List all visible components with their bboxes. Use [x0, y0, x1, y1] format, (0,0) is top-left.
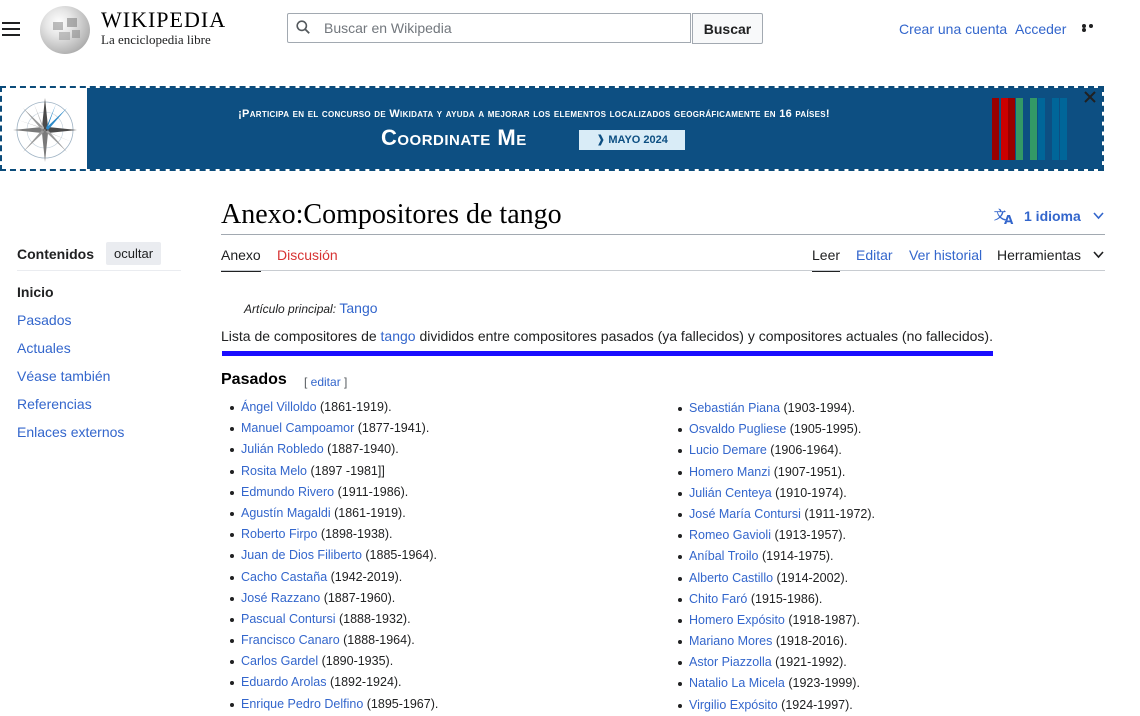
- list-item: [241, 630, 438, 651]
- list-item: [689, 652, 875, 673]
- composer-years: (1861-1919).: [330, 505, 406, 520]
- composer-link[interactable]: Alberto Castillo: [689, 570, 774, 585]
- highlight-underline: [222, 351, 993, 356]
- hatnote-label: Artículo principal:: [244, 302, 337, 316]
- banner-title: Coordinate Me: [381, 125, 527, 150]
- composer-years: (1887-1940).: [323, 442, 399, 457]
- composer-years: (1921-1992).: [771, 655, 847, 670]
- barcode-bar: [1001, 98, 1008, 160]
- composer-years: (1913-1957).: [770, 528, 847, 543]
- composer-years: (1888-1964).: [339, 633, 415, 648]
- svg-text:文: 文: [994, 208, 1007, 222]
- list-item: [689, 504, 875, 525]
- tab-editar[interactable]: Editar: [856, 247, 893, 263]
- section-edit: [304, 375, 347, 389]
- composer-years: (1910-1974).: [771, 485, 847, 500]
- composer-link[interactable]: Julián Robledo: [241, 442, 324, 457]
- composer-years: (1890-1935).: [318, 654, 394, 669]
- barcode-bar: [1008, 98, 1015, 160]
- composer-link[interactable]: Roberto Firpo: [241, 527, 318, 542]
- composer-years: (1907-1951).: [770, 464, 846, 479]
- list-item: [689, 589, 875, 610]
- toc-item-enlaces-externos[interactable]: Enlaces externos: [17, 424, 125, 440]
- toc-item-actuales[interactable]: Actuales: [17, 340, 71, 356]
- banner-headline: ¡Participa en el concurso de Wikidata y ayuda a mejorar los elementos localizados geográficamente en 16 países!: [238, 108, 830, 120]
- list-item: [689, 631, 875, 652]
- composer-link[interactable]: Enrique Pedro Delfino: [241, 696, 364, 711]
- composer-years: (1861-1919).: [316, 400, 392, 414]
- list-item: [241, 503, 438, 524]
- composer-link[interactable]: Chito Faró: [689, 591, 748, 606]
- list-item: [689, 419, 875, 440]
- composer-years: (1887-1960).: [320, 590, 396, 605]
- edit-bracket-close: ]: [340, 375, 348, 389]
- composer-link[interactable]: Romeo Gavioli: [689, 528, 771, 543]
- composer-link[interactable]: Manuel Campoamor: [241, 421, 355, 436]
- close-icon[interactable]: [1083, 90, 1097, 104]
- composer-years: (1905-1995).: [786, 422, 862, 437]
- composer-years: (1914-1975).: [758, 549, 834, 564]
- wikipedia-globe-logo[interactable]: [40, 6, 90, 54]
- composer-link[interactable]: Astor Piazzolla: [689, 655, 772, 670]
- tab-leer[interactable]: Leer: [812, 247, 840, 272]
- list-item: [241, 567, 438, 588]
- banner-date-badge: ❱ MAYO 2024: [579, 130, 685, 150]
- search-box: [287, 13, 691, 43]
- intro-link-tango[interactable]: tango: [380, 328, 416, 344]
- list-item: [241, 609, 438, 630]
- list-item: [241, 694, 438, 715]
- toc-item-pasados[interactable]: Pasados: [17, 312, 72, 328]
- composer-link[interactable]: Mariano Mores: [689, 634, 773, 649]
- composer-years: (1903-1994).: [780, 401, 856, 415]
- toc-divider: [17, 270, 181, 271]
- intro-text-end: divididos entre compositores pasados (ya fallecidos) y compositores actuales (no fallecidos).: [415, 328, 993, 344]
- list-item: [241, 672, 438, 693]
- barcode-bar: [992, 98, 999, 160]
- composer-years: (1898-1938).: [317, 527, 393, 542]
- barcode-bar: [1052, 98, 1059, 160]
- composer-link[interactable]: Osvaldo Pugliese: [689, 422, 787, 437]
- list-item: [241, 439, 438, 460]
- list-item: [689, 462, 875, 483]
- list-item: [241, 651, 438, 672]
- toc-title: Contenidos: [17, 246, 94, 262]
- composer-years: (1918-2016).: [772, 634, 848, 649]
- composer-years: (1942-2019).: [327, 569, 403, 584]
- composer-link[interactable]: José María Contursi: [689, 506, 801, 521]
- composer-years: (1906-1964).: [766, 443, 842, 458]
- list-item: [689, 483, 875, 504]
- composer-years: (1911-1972).: [800, 506, 875, 521]
- translate-icon: [994, 207, 1016, 225]
- tab-ver-historial[interactable]: Ver historial: [909, 247, 983, 263]
- list-item: [689, 673, 875, 694]
- list-item: [689, 568, 875, 589]
- composer-years: (1877-1941).: [354, 421, 430, 436]
- svg-text:A: A: [1004, 213, 1014, 225]
- barcode-bar: [1060, 98, 1067, 160]
- chevron-down-icon: [1093, 212, 1104, 220]
- login-link[interactable]: Acceder: [1015, 21, 1067, 37]
- composer-years: (1895-1967).: [363, 696, 439, 711]
- composer-link[interactable]: Ángel Villoldo: [241, 400, 317, 414]
- list-item: [241, 524, 438, 545]
- edit-bracket-open: [: [304, 375, 311, 389]
- main-menu-button[interactable]: [2, 22, 20, 36]
- composer-list-left: [241, 397, 438, 715]
- list-item: [689, 546, 875, 567]
- composer-link[interactable]: Agustín Magaldi: [241, 505, 331, 520]
- campaign-banner[interactable]: [0, 86, 1104, 171]
- search-input[interactable]: [324, 14, 684, 42]
- barcode-bar: [1016, 98, 1023, 160]
- list-item: [689, 695, 875, 716]
- composer-list-right: [689, 398, 875, 716]
- list-item: [241, 418, 438, 439]
- composer-link[interactable]: Francisco Canaro: [241, 633, 340, 648]
- section-heading-pasados: Pasados: [221, 371, 287, 388]
- composer-years: (1892-1924).: [326, 675, 402, 690]
- tab-discusion[interactable]: Discusión: [277, 247, 338, 263]
- create-account-link[interactable]: Crear una cuenta: [899, 21, 1008, 37]
- composer-years: (1888-1932).: [335, 611, 411, 626]
- composer-link[interactable]: Cacho Castaña: [241, 569, 328, 584]
- intro-text-start: Lista de compositores de: [221, 328, 381, 344]
- intro-paragraph: [221, 328, 993, 344]
- compass-rose-icon: [6, 90, 84, 168]
- barcode-bar: [1038, 98, 1045, 160]
- composer-link[interactable]: Pascual Contursi: [241, 611, 336, 626]
- composer-link[interactable]: José Razzano: [241, 590, 321, 605]
- composer-link[interactable]: Lucio Demare: [689, 443, 767, 458]
- page-title: Anexo:Compositores de tango: [221, 199, 562, 230]
- list-item: [241, 588, 438, 609]
- list-item: [241, 545, 438, 566]
- language-count: 1 idioma: [1024, 208, 1081, 224]
- more-options-icon[interactable]: [1082, 24, 1102, 30]
- title-divider: [221, 234, 1105, 235]
- composer-link[interactable]: Juan de Dios Filiberto: [241, 548, 362, 563]
- list-item: [689, 610, 875, 631]
- composer-years: (1923-1999).: [784, 676, 860, 691]
- search-button[interactable]: Buscar: [692, 13, 763, 44]
- list-item: [689, 398, 875, 419]
- composer-link[interactable]: Edmundo Rivero: [241, 484, 335, 499]
- composer-link[interactable]: Aníbal Troilo: [689, 549, 759, 564]
- composer-link[interactable]: Eduardo Arolas: [241, 675, 327, 690]
- hatnote: [244, 300, 378, 316]
- toc-item-referencias[interactable]: Referencias: [17, 396, 92, 412]
- composer-link[interactable]: Virgilio Expósito: [689, 697, 778, 712]
- composer-years: (1885-1964).: [361, 548, 437, 563]
- toc-item-vease-tambien[interactable]: Véase también: [17, 368, 111, 384]
- composer-link[interactable]: Rosita Melo: [241, 463, 307, 478]
- list-item: [689, 440, 875, 461]
- composer-years: (1924-1997).: [777, 697, 853, 712]
- search-icon: [296, 20, 310, 34]
- composer-link[interactable]: Sebastián Piana: [689, 401, 781, 415]
- chevron-down-icon[interactable]: [1093, 251, 1104, 259]
- composer-years: (1915-1986).: [747, 591, 823, 606]
- wikipedia-tagline: La enciclopedia libre: [101, 32, 211, 47]
- barcode-bar: [1030, 98, 1037, 160]
- toc-hide-button[interactable]: ocultar: [106, 242, 161, 265]
- composer-link[interactable]: Homero Manzi: [689, 464, 771, 479]
- section-edit-link[interactable]: editar: [310, 375, 341, 389]
- list-item: [241, 397, 438, 418]
- composer-link[interactable]: Natalio La Micela: [689, 676, 785, 691]
- list-item: [241, 461, 438, 482]
- composer-link[interactable]: Julián Centeya: [689, 485, 772, 500]
- tabs-divider: [221, 270, 1105, 271]
- composer-link[interactable]: Carlos Gardel: [241, 654, 319, 669]
- composer-years: (1911-1986).: [334, 484, 409, 499]
- composer-years: (1897 -1981]]: [307, 463, 385, 478]
- list-item: [241, 482, 438, 503]
- composer-years: (1914-2002).: [773, 570, 849, 585]
- wikipedia-wordmark[interactable]: WIKIPEDIA: [101, 7, 227, 32]
- tab-anexo[interactable]: Anexo: [221, 247, 261, 272]
- tools-menu[interactable]: Herramientas: [997, 247, 1082, 263]
- banner-panel: [87, 88, 1102, 169]
- list-item: [689, 525, 875, 546]
- toc-item-inicio[interactable]: Inicio: [17, 284, 54, 300]
- composer-years: (1918-1987).: [784, 612, 860, 627]
- hatnote-link-tango[interactable]: Tango: [339, 300, 378, 316]
- composer-link[interactable]: Homero Expósito: [689, 612, 785, 627]
